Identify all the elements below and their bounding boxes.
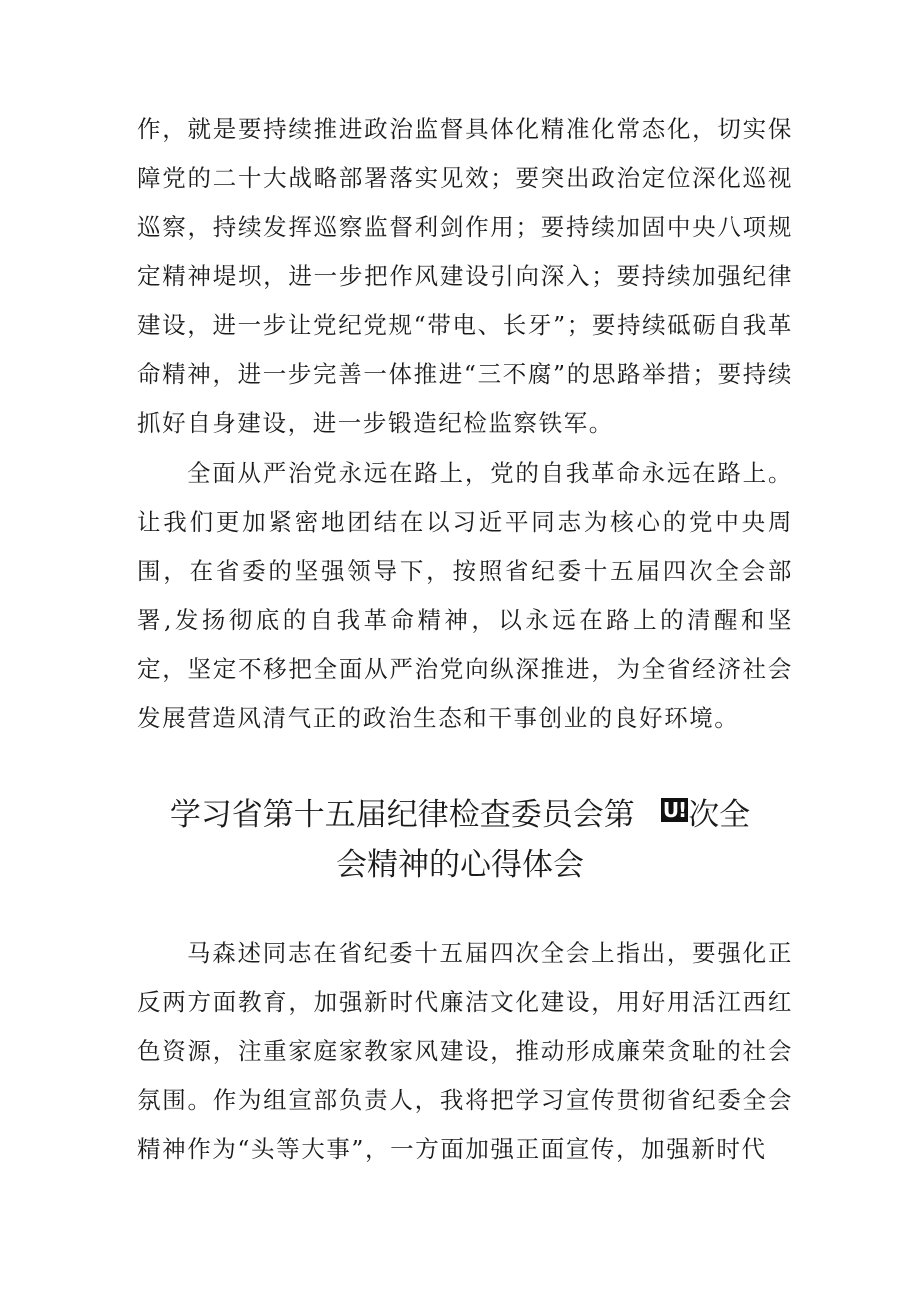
body-paragraph-1: 作，就是要持续推进政治监督具体化精准化常态化，切实保障党的二十大战略部署落实见效；要突出政治定位深化巡视巡察，持续发挥巡察监督利剑作用；要持续加固中央八项规定精神堤坝，进一步把作风建设引向深入；要持续加强纪律建设，进一步让党纪党规“带电、长牙”；要持续砥砺自我革命精神，进一步完善一体推进“三不腐”的思路举措；要持续抓好自身建设，进一步锻造纪检监察铁军。	[137, 115, 793, 437]
title-line-2: 会精神的心得体会	[336, 847, 584, 883]
document-title	[120, 790, 800, 890]
body-paragraph-3: 马森述同志在省纪委十五届四次全会上指出，要强化正反两方面教育，加强新时代廉洁文化建设，用好用活江西红色资源，注重家庭家教家风建设，推动形成廉荣贪耻的社会氛围。作为组宣部负责人，我将把学习宣传贯彻省纪委全会精神作为“头等大事”，一方面加强正面宣传，加强新时代	[137, 939, 793, 1163]
title-glitch-mark: U!	[662, 798, 687, 822]
title-line-1	[120, 790, 800, 840]
body-paragraph-2: 全面从严治党永远在路上，党的自我革命永远在路上。让我们更加紧密地团结在以习近平同志为核心的党中央周围，在省委的坚强领导下，按照省纪委十五届四次全会部署,发扬彻底的自我革命精神，以永远在路上的清醒和坚定，坚定不移把全面从严治党向纵深推进，为全省经济社会发展营造风清气正的政治生态和干事创业的良好环境。	[137, 459, 793, 732]
title-text-part-1: 学习省第十五届纪律检查委员会第	[169, 797, 635, 833]
title-text-part-2: 次全	[688, 797, 751, 833]
